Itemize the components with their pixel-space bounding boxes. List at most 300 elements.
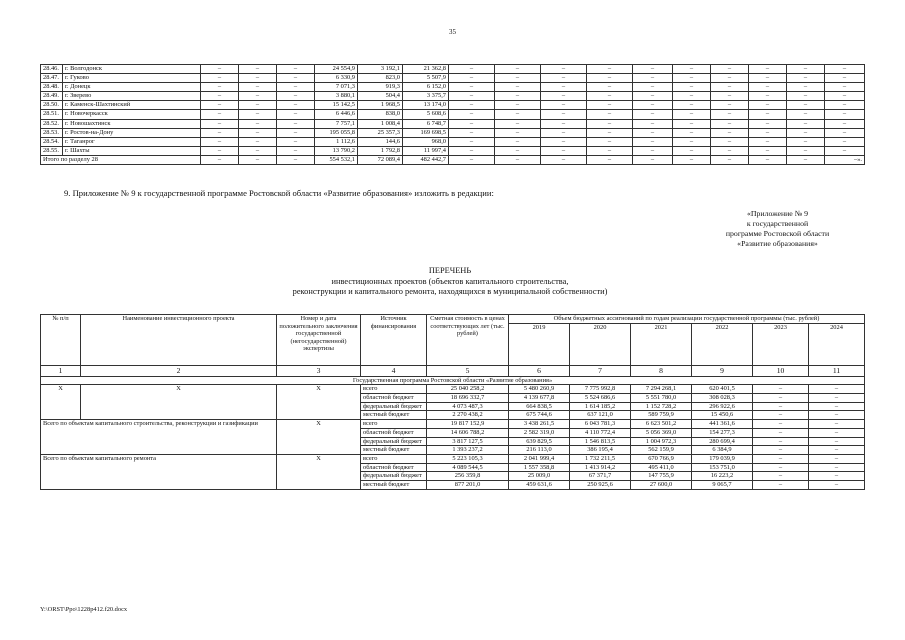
table-cell: – bbox=[277, 74, 315, 83]
table-cell: – bbox=[201, 83, 239, 92]
table-cell: – bbox=[201, 137, 239, 146]
table-cell: – bbox=[541, 110, 587, 119]
table-cell: 495 411,0 bbox=[631, 463, 692, 472]
table-cell: 664 838,5 bbox=[509, 402, 570, 411]
table-cell: всего bbox=[361, 385, 427, 394]
table-cell: 6 446,6 bbox=[315, 110, 358, 119]
table-cell: – bbox=[277, 128, 315, 137]
table-cell: – bbox=[449, 83, 495, 92]
table-cell: 18 696 332,7 bbox=[427, 394, 509, 403]
table-cell: 4 139 677,8 bbox=[509, 394, 570, 403]
section-row bbox=[41, 376, 865, 385]
table-cell: – bbox=[673, 65, 711, 74]
table-cell: – bbox=[495, 119, 541, 128]
column-number: 3 bbox=[277, 365, 361, 376]
table-cell: – bbox=[753, 428, 809, 437]
table-cell: г. Шахты bbox=[63, 146, 201, 155]
table-cell: 1 546 813,5 bbox=[570, 437, 631, 446]
table-cell: 28.49. bbox=[41, 92, 63, 101]
table-cell: – bbox=[673, 101, 711, 110]
table-cell: – bbox=[809, 446, 865, 455]
table-cell: 280 699,4 bbox=[692, 437, 753, 446]
table-cell: – bbox=[541, 83, 587, 92]
table-cell: – bbox=[277, 83, 315, 92]
table-cell: 28.52. bbox=[41, 119, 63, 128]
table-cell: 25 357,3 bbox=[358, 128, 403, 137]
table-cell: – bbox=[239, 128, 277, 137]
table-row bbox=[41, 92, 865, 101]
table-cell: – bbox=[711, 146, 749, 155]
table-cell: 1 152 728,2 bbox=[631, 402, 692, 411]
table-row bbox=[41, 420, 865, 429]
header-estimate: Сметная стоимость в ценах соответствующих лет (тыс. рублей) bbox=[427, 315, 509, 366]
total-row bbox=[41, 155, 865, 164]
table-cell: федеральный бюджет bbox=[361, 402, 427, 411]
appendix-caption bbox=[700, 209, 855, 249]
table-cell: 27 600,0 bbox=[631, 480, 692, 489]
table-cell: – bbox=[787, 92, 825, 101]
table-cell: – bbox=[449, 137, 495, 146]
page-number: 35 bbox=[449, 28, 456, 36]
table-cell: 5 223 105,3 bbox=[427, 454, 509, 463]
table-cell: 250 925,6 bbox=[570, 480, 631, 489]
table-cell: 28.48. bbox=[41, 83, 63, 92]
table-cell: 13 790,2 bbox=[315, 146, 358, 155]
table-cell: – bbox=[587, 92, 633, 101]
table-cell: – bbox=[711, 83, 749, 92]
table-cell: 6 384,9 bbox=[692, 446, 753, 455]
table-cell: 11 997,4 bbox=[403, 146, 449, 155]
table-row bbox=[41, 146, 865, 155]
table-cell: – bbox=[449, 128, 495, 137]
table-cell: 5 480 260,9 bbox=[509, 385, 570, 394]
table-cell: – bbox=[787, 137, 825, 146]
table-cell: – bbox=[633, 74, 673, 83]
continuation-table bbox=[40, 64, 865, 165]
column-number: 7 bbox=[570, 365, 631, 376]
header-year: 2022 bbox=[692, 323, 753, 365]
table-cell: местный бюджет bbox=[361, 446, 427, 455]
table-cell: – bbox=[787, 83, 825, 92]
table-cell: – bbox=[541, 92, 587, 101]
table-cell: 1 557 358,8 bbox=[509, 463, 570, 472]
table-cell: – bbox=[753, 411, 809, 420]
table-cell: – bbox=[825, 128, 865, 137]
total-label: Итого по разделу 28 bbox=[41, 155, 201, 164]
table-cell: – bbox=[809, 428, 865, 437]
table-cell: – bbox=[633, 155, 673, 164]
table-cell: 3 375,7 bbox=[403, 92, 449, 101]
table-cell: 15 450,6 bbox=[692, 411, 753, 420]
table-cell: – bbox=[711, 119, 749, 128]
table-cell: – bbox=[239, 137, 277, 146]
table-cell: – bbox=[749, 128, 787, 137]
file-path-footer: Y:\ORST\Ppo\1228p412.f20.docx bbox=[40, 606, 128, 613]
table-cell: 7 757,1 bbox=[315, 119, 358, 128]
table-cell: – bbox=[277, 155, 315, 164]
table-cell: 2 041 999,4 bbox=[509, 454, 570, 463]
table-cell: – bbox=[749, 155, 787, 164]
column-number: 8 bbox=[631, 365, 692, 376]
table-cell: 877 201,0 bbox=[427, 480, 509, 489]
table-cell: – bbox=[587, 155, 633, 164]
table-cell: – bbox=[633, 110, 673, 119]
block-label: Всего по объектам капитального ремонта bbox=[41, 454, 277, 489]
table-cell: – bbox=[449, 92, 495, 101]
table-cell: – bbox=[673, 128, 711, 137]
table-cell: – bbox=[201, 65, 239, 74]
table-cell: – bbox=[749, 119, 787, 128]
table-cell: – bbox=[673, 146, 711, 155]
table-cell: 2 270 438,2 bbox=[427, 411, 509, 420]
table-cell: 144,6 bbox=[358, 137, 403, 146]
block-cell: X bbox=[277, 454, 361, 489]
table-cell: 28.46. bbox=[41, 65, 63, 74]
table-row bbox=[41, 83, 865, 92]
table-cell: 169 698,5 bbox=[403, 128, 449, 137]
table-cell: 3 192,1 bbox=[358, 65, 403, 74]
table-cell: 21 362,8 bbox=[403, 65, 449, 74]
table-cell: – bbox=[809, 385, 865, 394]
table-cell: – bbox=[787, 101, 825, 110]
table-cell: – bbox=[541, 137, 587, 146]
column-number: 5 bbox=[427, 365, 509, 376]
table-cell: – bbox=[809, 480, 865, 489]
table-cell: 3 438 261,5 bbox=[509, 420, 570, 429]
heading-line: инвестиционных проектов (объектов капитального строительства, bbox=[331, 276, 569, 286]
table-cell: – bbox=[495, 128, 541, 137]
table-cell: – bbox=[587, 101, 633, 110]
table-cell: – bbox=[749, 83, 787, 92]
table-cell: 1 968,5 bbox=[358, 101, 403, 110]
table-cell: 482 442,7 bbox=[403, 155, 449, 164]
column-number: 11 bbox=[809, 365, 865, 376]
table-cell: – bbox=[673, 137, 711, 146]
block-cell: X bbox=[41, 385, 81, 420]
table-cell: – bbox=[495, 74, 541, 83]
table-cell: – bbox=[673, 92, 711, 101]
table-cell: 504,4 bbox=[358, 92, 403, 101]
table-cell: – bbox=[541, 74, 587, 83]
table-cell: – bbox=[749, 92, 787, 101]
table-row bbox=[41, 65, 865, 74]
table-cell: 1 792,8 bbox=[358, 146, 403, 155]
table-cell: – bbox=[749, 74, 787, 83]
heading-line: реконструкции и капитального ремонта, находящихся в муниципальной собственности) bbox=[292, 287, 608, 296]
table-cell: 3 817 127,5 bbox=[427, 437, 509, 446]
table-cell: 5 551 780,0 bbox=[631, 394, 692, 403]
table-cell: – bbox=[753, 437, 809, 446]
table-cell: – bbox=[277, 65, 315, 74]
table-cell: – bbox=[277, 119, 315, 128]
table-cell: 7 071,3 bbox=[315, 83, 358, 92]
table-cell: – bbox=[239, 101, 277, 110]
column-number: 2 bbox=[81, 365, 277, 376]
table-cell: 28.53. bbox=[41, 128, 63, 137]
table-cell: – bbox=[239, 119, 277, 128]
table-cell: – bbox=[239, 65, 277, 74]
table-cell: 28.47. bbox=[41, 74, 63, 83]
table-cell: – bbox=[753, 446, 809, 455]
table-cell: – bbox=[809, 411, 865, 420]
table-row bbox=[41, 385, 865, 394]
table-cell: 4 089 544,5 bbox=[427, 463, 509, 472]
column-number: 9 bbox=[692, 365, 753, 376]
table-row bbox=[41, 137, 865, 146]
table-cell: – bbox=[201, 155, 239, 164]
column-numbers-row bbox=[41, 365, 865, 376]
table-cell: местный бюджет bbox=[361, 480, 427, 489]
table-cell: – bbox=[495, 137, 541, 146]
table-row bbox=[41, 101, 865, 110]
table-cell: 838,0 bbox=[358, 110, 403, 119]
table-cell: 968,0 bbox=[403, 137, 449, 146]
table-cell: – bbox=[633, 83, 673, 92]
table-cell: – bbox=[587, 83, 633, 92]
table-cell: – bbox=[277, 92, 315, 101]
table-cell: г. Донецк bbox=[63, 83, 201, 92]
header-source: Источник финансирования bbox=[361, 315, 427, 366]
table-cell: 19 817 152,9 bbox=[427, 420, 509, 429]
table-cell: 67 371,7 bbox=[570, 472, 631, 481]
table-cell: 675 744,6 bbox=[509, 411, 570, 420]
table-cell: федеральный бюджет bbox=[361, 437, 427, 446]
table-row bbox=[41, 128, 865, 137]
table-cell: 15 142,5 bbox=[315, 101, 358, 110]
table-cell: всего bbox=[361, 420, 427, 429]
table-cell: 28.54. bbox=[41, 137, 63, 146]
table-cell: – bbox=[541, 155, 587, 164]
table-cell: г. Новошахтинск bbox=[63, 119, 201, 128]
table-cell: 1 112,6 bbox=[315, 137, 358, 146]
table-cell: г. Ростов-на-Дону bbox=[63, 128, 201, 137]
appendix-line: «Развитие образования» bbox=[737, 239, 818, 248]
header-year: 2019 bbox=[509, 323, 570, 365]
table-cell: – bbox=[633, 146, 673, 155]
table-cell: – bbox=[673, 83, 711, 92]
table-cell: – bbox=[587, 128, 633, 137]
investment-projects-table bbox=[40, 314, 865, 490]
table-cell: – bbox=[495, 110, 541, 119]
table-cell: – bbox=[753, 454, 809, 463]
table-cell: – bbox=[449, 146, 495, 155]
table-cell: – bbox=[809, 437, 865, 446]
document-heading bbox=[150, 266, 750, 298]
table-cell: – bbox=[749, 146, 787, 155]
table-cell: – bbox=[587, 110, 633, 119]
table-cell: 562 159,9 bbox=[631, 446, 692, 455]
table-cell: – bbox=[239, 110, 277, 119]
table-cell: 5 608,6 bbox=[403, 110, 449, 119]
table-cell: – bbox=[239, 74, 277, 83]
header-budget-group: Объем бюджетных ассигнований по годам реализации государственной программы (тыс. рублей) bbox=[509, 315, 865, 324]
table-cell: – bbox=[825, 137, 865, 146]
table-cell: г. Каменск-Шахтинский bbox=[63, 101, 201, 110]
column-number: 6 bbox=[509, 365, 570, 376]
table-cell: – bbox=[587, 65, 633, 74]
table-cell: областной бюджет bbox=[361, 463, 427, 472]
table-cell: г. Новочеркасск bbox=[63, 110, 201, 119]
table-cell: 154 277,3 bbox=[692, 428, 753, 437]
appendix-line: программе Ростовской области bbox=[725, 229, 830, 238]
table-cell: областной бюджет bbox=[361, 428, 427, 437]
block-cell: X bbox=[277, 385, 361, 420]
table-cell: – bbox=[753, 480, 809, 489]
table-cell: – bbox=[201, 146, 239, 155]
table-cell: – bbox=[277, 137, 315, 146]
table-cell: г. Гуково bbox=[63, 74, 201, 83]
table-cell: – bbox=[587, 137, 633, 146]
table-cell: – bbox=[753, 463, 809, 472]
heading-title: ПЕРЕЧЕНЬ bbox=[428, 266, 472, 275]
table-cell: – bbox=[201, 119, 239, 128]
table-cell: 7 294 268,1 bbox=[631, 385, 692, 394]
table-cell: – bbox=[749, 137, 787, 146]
table-cell: – bbox=[495, 155, 541, 164]
table-cell: – bbox=[809, 454, 865, 463]
table-cell: 72 089,4 bbox=[358, 155, 403, 164]
table-cell: г. Зверево bbox=[63, 92, 201, 101]
appendix-line: «Приложение № 9 bbox=[747, 209, 808, 218]
table-cell: 2 582 319,0 bbox=[509, 428, 570, 437]
table-cell: – bbox=[809, 472, 865, 481]
table-cell: г. Таганрог bbox=[63, 137, 201, 146]
table-row bbox=[41, 74, 865, 83]
table-cell: – bbox=[541, 119, 587, 128]
table-cell: – bbox=[787, 110, 825, 119]
table-cell: 1 393 237,2 bbox=[427, 446, 509, 455]
table-cell: 28.51. bbox=[41, 110, 63, 119]
table-cell: 6 043 781,3 bbox=[570, 420, 631, 429]
table-cell: – bbox=[787, 119, 825, 128]
table-cell: – bbox=[277, 110, 315, 119]
table-cell: – bbox=[711, 137, 749, 146]
block-label: Всего по объектам капитального строительства, реконструкции и газификации bbox=[41, 420, 277, 455]
table-cell: – bbox=[673, 119, 711, 128]
table-cell: – bbox=[495, 83, 541, 92]
table-cell: 637 121,0 bbox=[570, 411, 631, 420]
table-cell: 6 330,9 bbox=[315, 74, 358, 83]
table-cell: 4 110 772,4 bbox=[570, 428, 631, 437]
table-cell: федеральный бюджет bbox=[361, 472, 427, 481]
table-cell: 1 004 972,3 bbox=[631, 437, 692, 446]
table-cell: – bbox=[753, 394, 809, 403]
table-cell: 296 922,6 bbox=[692, 402, 753, 411]
table-cell: 6 152,0 bbox=[403, 83, 449, 92]
header-number: № п/п bbox=[41, 315, 81, 366]
table-row bbox=[41, 110, 865, 119]
table-cell: – bbox=[825, 101, 865, 110]
header-year: 2020 bbox=[570, 323, 631, 365]
table-cell: –». bbox=[825, 155, 865, 164]
table-cell: 24 554,9 bbox=[315, 65, 358, 74]
table-cell: – bbox=[239, 83, 277, 92]
table-cell: 5 056 369,0 bbox=[631, 428, 692, 437]
table-cell: 195 055,8 bbox=[315, 128, 358, 137]
block-cell: X bbox=[277, 420, 361, 455]
table-cell: – bbox=[749, 65, 787, 74]
table-cell: 28.55. bbox=[41, 146, 63, 155]
table-cell: 3 880,1 bbox=[315, 92, 358, 101]
table-cell: г. Волгодонск bbox=[63, 65, 201, 74]
table-cell: – bbox=[633, 119, 673, 128]
table-cell: – bbox=[449, 155, 495, 164]
table-cell: – bbox=[239, 92, 277, 101]
header-year: 2021 bbox=[631, 323, 692, 365]
table-cell: 153 751,0 bbox=[692, 463, 753, 472]
table-cell: – bbox=[633, 128, 673, 137]
table-cell: – bbox=[201, 110, 239, 119]
table-cell: 14 606 788,2 bbox=[427, 428, 509, 437]
table-cell: – bbox=[809, 394, 865, 403]
table-cell: – bbox=[449, 119, 495, 128]
table-cell: – bbox=[711, 74, 749, 83]
table-row bbox=[41, 454, 865, 463]
table-cell: областной бюджет bbox=[361, 394, 427, 403]
table-cell: 25 009,0 bbox=[509, 472, 570, 481]
table-cell: – bbox=[239, 146, 277, 155]
table-cell: 25 040 258,2 bbox=[427, 385, 509, 394]
table-cell: 7 775 992,8 bbox=[570, 385, 631, 394]
table-cell: 5 524 686,6 bbox=[570, 394, 631, 403]
table-cell: – bbox=[809, 420, 865, 429]
table-cell: 386 195,4 bbox=[570, 446, 631, 455]
table-cell: 639 829,5 bbox=[509, 437, 570, 446]
column-number: 1 bbox=[41, 365, 81, 376]
table-header-row bbox=[41, 315, 865, 324]
table-cell: – bbox=[711, 155, 749, 164]
table-row bbox=[41, 119, 865, 128]
header-year: 2024 bbox=[809, 323, 865, 365]
table-cell: – bbox=[787, 65, 825, 74]
table-cell: – bbox=[495, 101, 541, 110]
table-cell: – bbox=[825, 92, 865, 101]
table-cell: 1 008,4 bbox=[358, 119, 403, 128]
table-cell: 620 401,5 bbox=[692, 385, 753, 394]
table-cell: – bbox=[673, 110, 711, 119]
table-cell: – bbox=[825, 74, 865, 83]
table-cell: 919,3 bbox=[358, 83, 403, 92]
table-cell: – bbox=[541, 146, 587, 155]
table-cell: – bbox=[495, 92, 541, 101]
table-cell: – bbox=[541, 101, 587, 110]
table-cell: 823,0 bbox=[358, 74, 403, 83]
table-cell: – bbox=[633, 137, 673, 146]
table-cell: – bbox=[541, 65, 587, 74]
table-cell: – bbox=[809, 463, 865, 472]
table-cell: – bbox=[753, 472, 809, 481]
table-cell: 670 766,9 bbox=[631, 454, 692, 463]
table-cell: – bbox=[749, 110, 787, 119]
table-cell: – bbox=[673, 74, 711, 83]
table-cell: 554 532,1 bbox=[315, 155, 358, 164]
table-cell: – bbox=[787, 146, 825, 155]
table-cell: – bbox=[787, 155, 825, 164]
table-cell: – bbox=[753, 420, 809, 429]
block-cell: X bbox=[81, 385, 277, 420]
table-cell: 1 413 914,2 bbox=[570, 463, 631, 472]
table-cell: – bbox=[753, 402, 809, 411]
table-cell: – bbox=[633, 101, 673, 110]
table-cell: – bbox=[787, 74, 825, 83]
table-cell: – bbox=[825, 110, 865, 119]
table-cell: – bbox=[239, 155, 277, 164]
table-cell: 6 748,7 bbox=[403, 119, 449, 128]
section-title: Государственная программа Ростовской области «Развитие образования» bbox=[41, 376, 865, 385]
table-cell: – bbox=[825, 83, 865, 92]
table-cell: 4 073 487,3 bbox=[427, 402, 509, 411]
table-cell: 13 174,0 bbox=[403, 101, 449, 110]
